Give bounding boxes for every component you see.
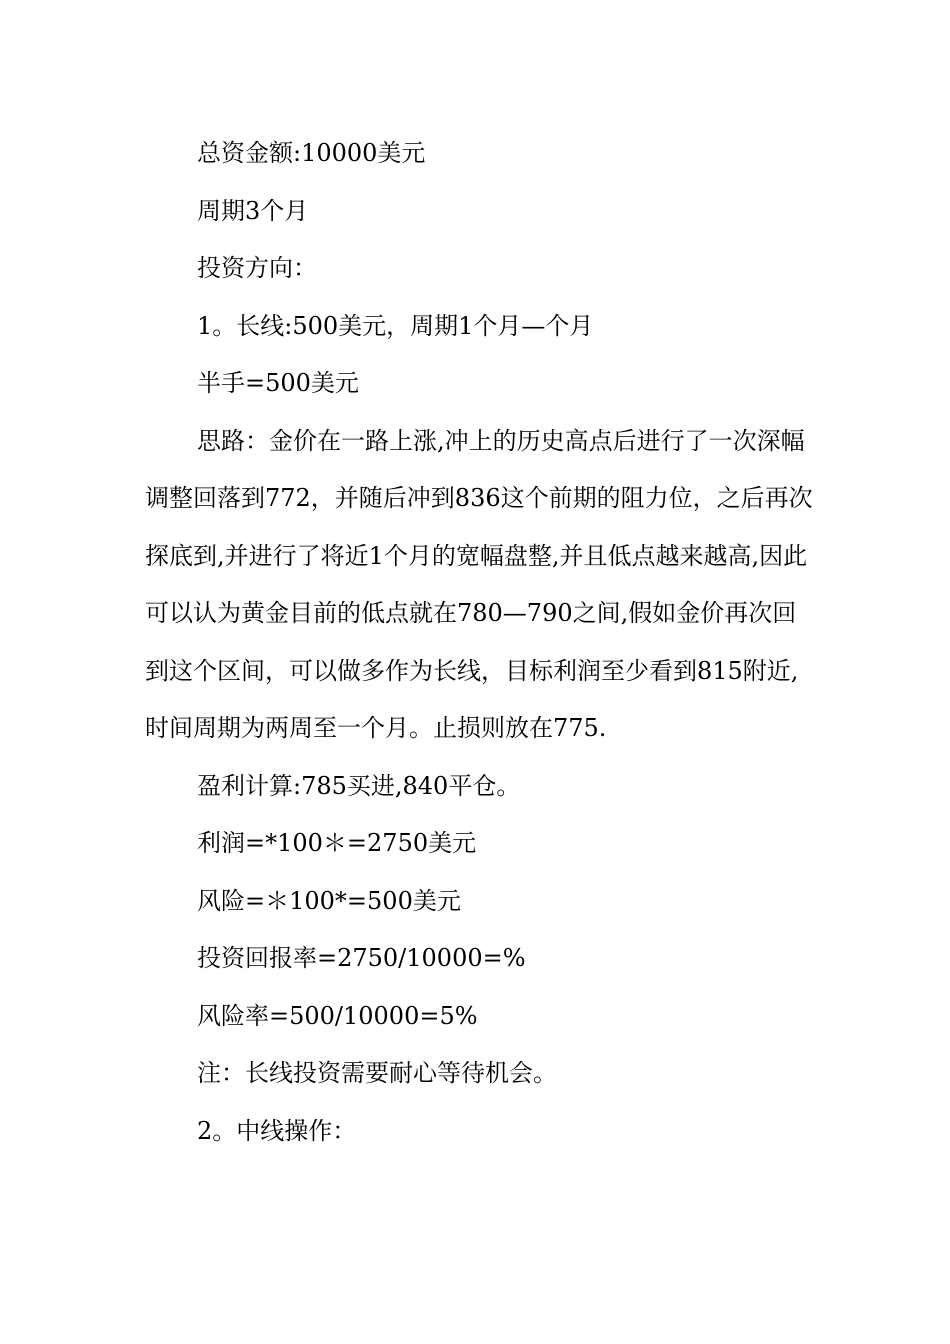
paragraph-period: 周期3个月: [197, 196, 309, 225]
paragraph-half-lot: 半手=500美元: [197, 369, 359, 397]
paragraph-strategy-reasoning: 思路：金价在一路上涨,冲上的历史高点后进行了一次深幅调整回落到772，并随后冲到836这个前期的阻力位，之后再次探底到,并进行了将近1个月的宽幅盘整,并且低点越来越高,因此可以认为黄金目前的低点就在780—790之间,假如金价再次回到这个区间，可以做多作为长线，目标利润至少看到815附近,时间周期为两周至一个月。止损则放在775.: [145, 426, 813, 742]
paragraph-profit-calculation: 盈利计算:785买进,840平仓。: [197, 771, 521, 800]
paragraph-total-capital: 总资金额:10000美元: [197, 139, 426, 167]
paragraph-profit: 利润=*100＊=2750美元: [197, 829, 477, 857]
paragraph-investment-direction: 投资方向：: [197, 254, 317, 282]
document-body: [145, 125, 815, 1160]
paragraph-return-rate: 投资回报率=2750/10000=%: [197, 944, 526, 972]
paragraph-note: 注：长线投资需要耐心等待机会。: [197, 1059, 557, 1087]
paragraph-risk-rate: 风险率=500/10000=5%: [197, 1001, 478, 1030]
paragraph-mid-term-heading: 2。中线操作：: [197, 1116, 357, 1145]
paragraph-long-term-heading: 1。长线:500美元，周期1个月—个月: [197, 311, 594, 340]
paragraph-risk: 风险=＊100*=500美元: [197, 886, 461, 915]
